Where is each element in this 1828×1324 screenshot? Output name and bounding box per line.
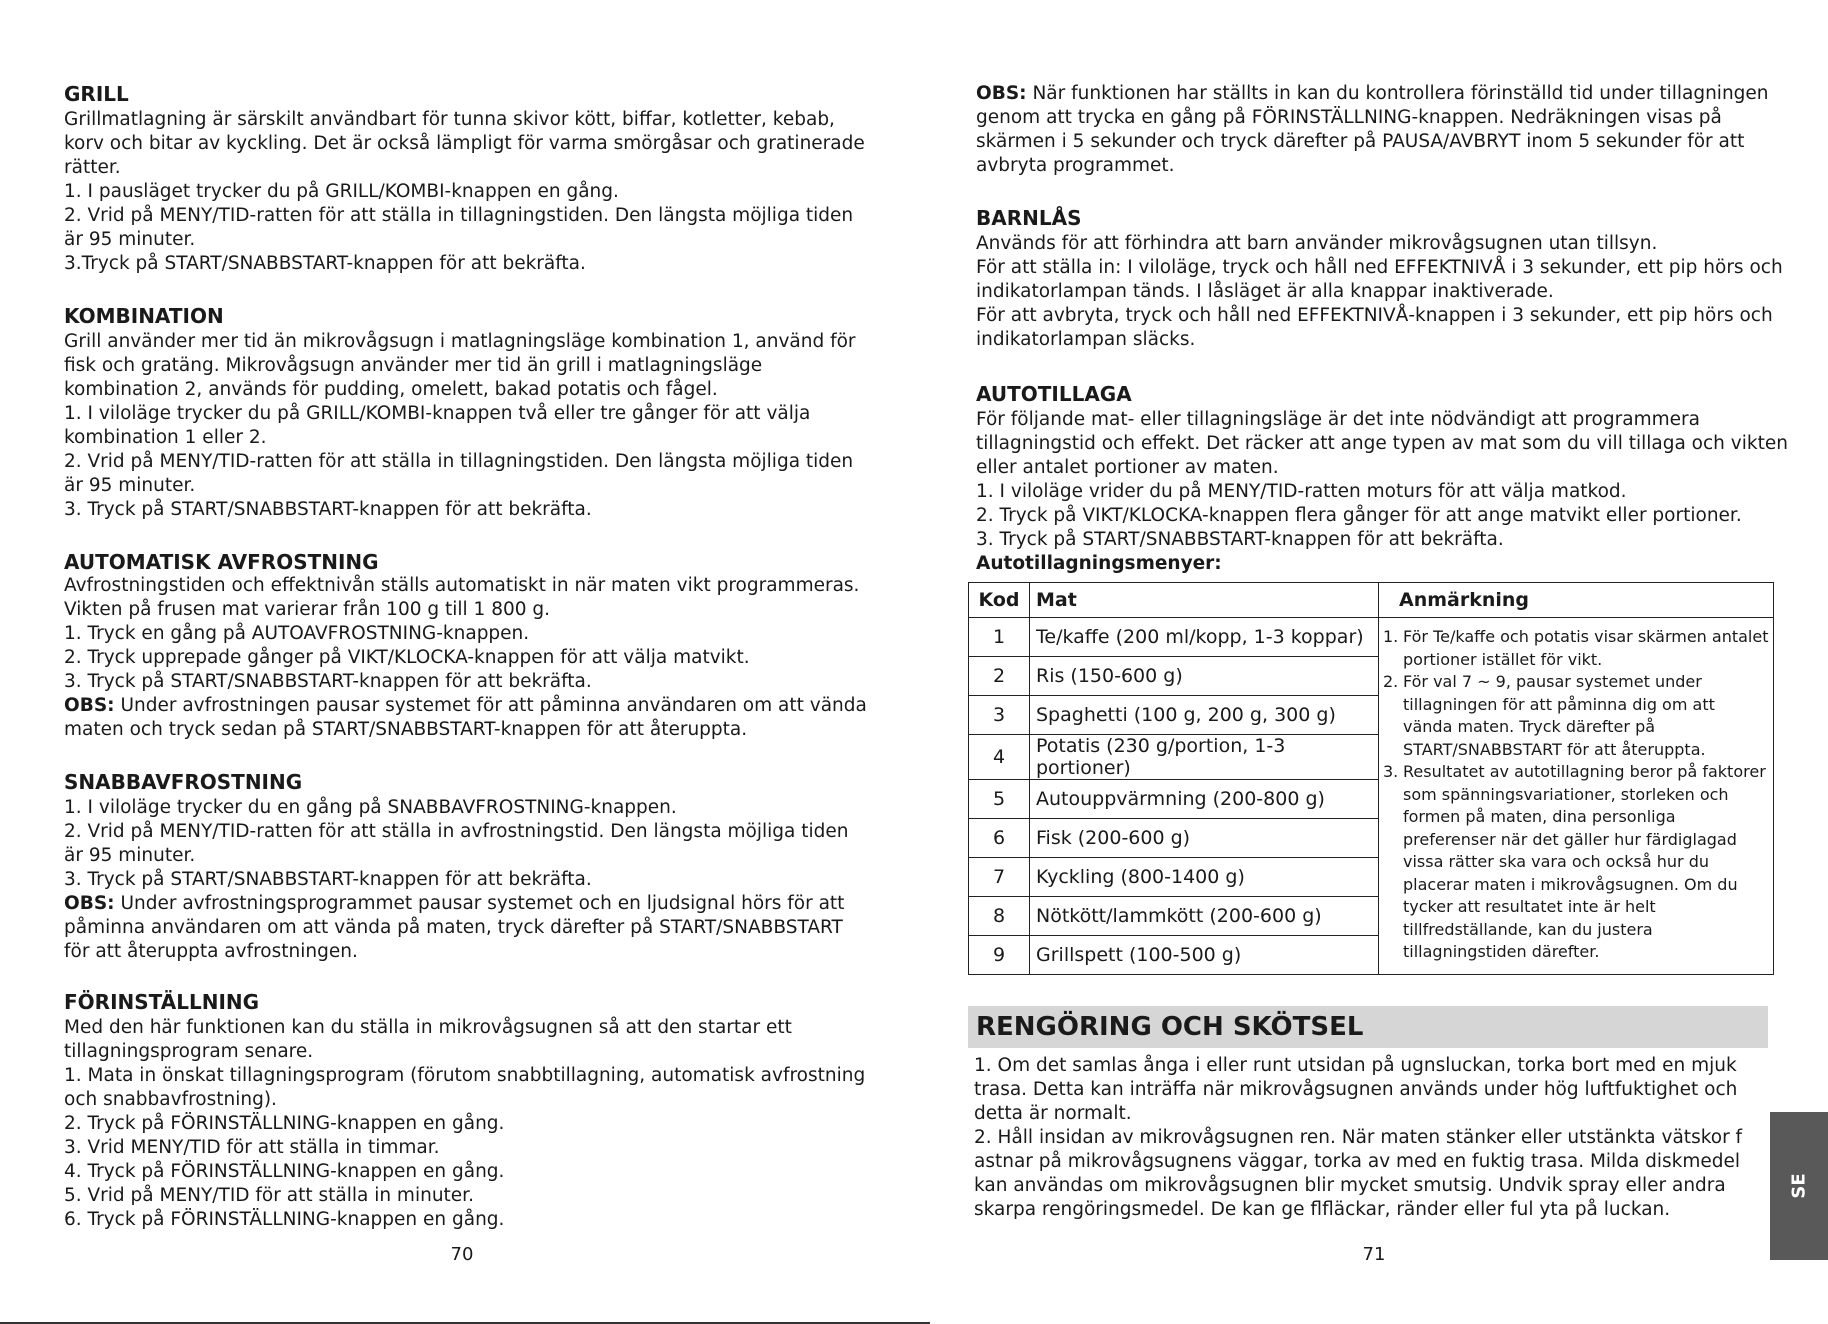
section-banner-rengoring bbox=[968, 1006, 1768, 1048]
text-line: indikatorlampan släcks. bbox=[976, 329, 1196, 350]
cell-kod: 5 bbox=[969, 780, 1030, 819]
text-line: är 95 minuter. bbox=[64, 229, 196, 250]
text-line: För följande mat- eller tillagningsläge är det inte nödvändigt att programmera bbox=[976, 409, 1700, 430]
text-line: skärmen i 5 sekunder och tryck därefter på PAUSA/AVBRYT inom 5 sekunder för att bbox=[976, 131, 1745, 152]
section-title-autotillaga: AUTOTILLAGA bbox=[976, 382, 1132, 406]
note-item bbox=[1383, 761, 1769, 964]
note-number: 3. bbox=[1383, 762, 1399, 781]
obs-label: OBS: bbox=[976, 83, 1027, 104]
text-line: 3. Tryck på START/SNABBSTART-knappen för att bekräfta. bbox=[64, 499, 592, 520]
cell-kod: 8 bbox=[969, 897, 1030, 936]
text-line: 3.Tryck på START/SNABBSTART-knappen för att bekräfta. bbox=[64, 253, 586, 274]
text-line: och snabbavfrostning). bbox=[64, 1089, 277, 1110]
text-line: kombination 2, används för pudding, omelett, bakad potatis och fågel. bbox=[64, 379, 718, 400]
text-line: är 95 minuter. bbox=[64, 845, 196, 866]
note-number: 2. bbox=[1383, 672, 1399, 691]
text-line: 2. Håll insidan av mikrovågsugnen ren. När maten stänker eller utstänkta vätskor f bbox=[974, 1127, 1743, 1148]
text-line: 1. I viloläge vrider du på MENY/TID-ratten moturs för att välja matkod. bbox=[976, 481, 1627, 502]
note-text: Resultatet av autotillagning beror på faktorer som spänningsvariationer, storleken och formen på maten, dina personliga preferenser när det gäller hur färdiglagad vissa rätter ska vara och också hur du placerar maten i mikrovågsugnen. Om du tycker att resultatet inte är helt tillfredställande, kan du justera tillagningstiden därefter. bbox=[1403, 762, 1766, 961]
text-line: 1. I viloläge trycker du en gång på SNABBAVFROSTNING-knappen. bbox=[64, 797, 677, 818]
header-mat: Mat bbox=[1030, 583, 1379, 618]
note-item bbox=[1383, 671, 1769, 761]
text-line: Med den här funktionen kan du ställa in mikrovågsugnen så att den startar ett bbox=[64, 1017, 792, 1038]
text-line: 2. Vrid på MENY/TID-ratten för att ställa in tillagningstiden. Den längsta möjliga tiden bbox=[64, 205, 854, 226]
text-line: Används för att förhindra att barn använder mikrovågsugnen utan tillsyn. bbox=[976, 233, 1658, 254]
text-line: 2. Tryck på VIKT/KLOCKA-knappen flera gånger för att ange matvikt eller portioner. bbox=[976, 505, 1742, 526]
text-line: för att återuppta avfrostningen. bbox=[64, 941, 358, 962]
cell-mat: Grillspett (100-500 g) bbox=[1030, 936, 1379, 975]
section-title-kombination: KOMBINATION bbox=[64, 304, 224, 328]
section-title-forinstallning: FÖRINSTÄLLNING bbox=[64, 990, 260, 1014]
text-line: Grill använder mer tid än mikrovågsugn i matlagningsläge kombination 1, använd för bbox=[64, 331, 856, 352]
obs-text: Under avfrostningsprogrammet pausar systemet och en ljudsignal hörs för att bbox=[114, 893, 845, 914]
cell-mat: Potatis (230 g/portion, 1-3 portioner) bbox=[1030, 735, 1379, 780]
text-line: 3. Tryck på START/SNABBSTART-knappen för att bekräfta. bbox=[64, 671, 592, 692]
text-line: korv och bitar av kyckling. Det är också lämpligt för varma smörgåsar och gratinerade bbox=[64, 133, 865, 154]
text-line: 4. Tryck på FÖRINSTÄLLNING-knappen en gång. bbox=[64, 1161, 505, 1182]
language-side-tab bbox=[1770, 1112, 1828, 1260]
text-line: indikatorlampan tänds. I låsläget är alla knappar inaktiverade. bbox=[976, 281, 1554, 302]
text-line: Grillmatlagning är särskilt användbart för tunna skivor kött, biffar, kotletter, kebab, bbox=[64, 109, 835, 130]
page-number-left: 70 bbox=[450, 1244, 474, 1265]
text-line: är 95 minuter. bbox=[64, 475, 196, 496]
table-row bbox=[969, 618, 1774, 657]
text-line: 1. Mata in önskat tillagningsprogram (förutom snabbtillagning, automatisk avfrostning bbox=[64, 1065, 866, 1086]
cell-kod: 7 bbox=[969, 858, 1030, 897]
text-line: 2. Tryck upprepade gånger på VIKT/KLOCKA-knappen för att välja matvikt. bbox=[64, 647, 750, 668]
text-line: påminna användaren om att vända på maten, tryck därefter på START/SNABBSTART bbox=[64, 917, 843, 938]
text-line: 1. I viloläge trycker du på GRILL/KOMBI-knappen två eller tre gånger för att välja bbox=[64, 403, 811, 424]
cell-anmarkning bbox=[1379, 618, 1774, 975]
cell-kod: 1 bbox=[969, 618, 1030, 657]
page-number-right: 71 bbox=[1362, 1244, 1386, 1265]
text-line: Vikten på frusen mat varierar från 100 g till 1 800 g. bbox=[64, 599, 551, 620]
text-line: 1. I pausläget trycker du på GRILL/KOMBI-knappen en gång. bbox=[64, 181, 619, 202]
text-line: detta är normalt. bbox=[974, 1103, 1132, 1124]
text-line: 3. Vrid MENY/TID för att ställa in timmar. bbox=[64, 1137, 440, 1158]
text-line: trasa. Detta kan inträffa när mikrovågsugnen används under hög luftfuktighet och bbox=[974, 1079, 1738, 1100]
text-line: 3. Tryck på START/SNABBSTART-knappen för att bekräfta. bbox=[64, 869, 592, 890]
side-tab-label: SE bbox=[1788, 1173, 1810, 1199]
text-line: avbryta programmet. bbox=[976, 155, 1175, 176]
cell-mat: Te/kaffe (200 ml/kopp, 1-3 koppar) bbox=[1030, 618, 1379, 657]
obs-label: OBS: bbox=[64, 893, 115, 914]
section-title-barnlas: BARNLÅS bbox=[976, 206, 1082, 230]
text-line: 2. Vrid på MENY/TID-ratten för att ställa in avfrostningstid. Den längsta möjliga tiden bbox=[64, 821, 849, 842]
auto-menu-table bbox=[968, 582, 1774, 975]
text-line: 1. Om det samlas ånga i eller runt utsidan på ugnsluckan, torka bort med en mjuk bbox=[974, 1055, 1737, 1076]
note-text: För val 7 ~ 9, pausar systemet under tillagningen för att påminna dig om att vända maten. Tryck därefter på START/SNABBSTART för att återuppta. bbox=[1403, 672, 1715, 759]
section-title-snabbavfrostning: SNABBAVFROSTNING bbox=[64, 770, 303, 794]
section-title-grill: GRILL bbox=[64, 82, 129, 106]
cell-kod: 9 bbox=[969, 936, 1030, 975]
text-line: 2. Vrid på MENY/TID-ratten för att ställa in tillagningstiden. Den längsta möjliga tiden bbox=[64, 451, 854, 472]
obs-text: När funktionen har ställts in kan du kontrollera förinställd tid under tillagningen bbox=[1026, 83, 1769, 104]
obs-line bbox=[976, 82, 1769, 106]
text-line: skarpa rengöringsmedel. De kan ge flfläckar, ränder eller ful yta på luckan. bbox=[974, 1199, 1671, 1220]
obs-text: Under avfrostningen pausar systemet för att påminna användaren om att vända bbox=[114, 695, 867, 716]
text-line: tillagningsprogram senare. bbox=[64, 1041, 314, 1062]
obs-line bbox=[64, 694, 867, 718]
cell-kod: 6 bbox=[969, 819, 1030, 858]
text-line: 5. Vrid på MENY/TID för att ställa in minuter. bbox=[64, 1185, 474, 1206]
text-line: 6. Tryck på FÖRINSTÄLLNING-knappen en gång. bbox=[64, 1209, 505, 1230]
text-line: För att ställa in: I viloläge, tryck och håll ned EFFEKTNIVÅ i 3 sekunder, ett pip hörs och bbox=[976, 257, 1783, 278]
cell-kod: 3 bbox=[969, 696, 1030, 735]
header-anmarkning: Anmärkning bbox=[1379, 583, 1774, 618]
cell-mat: Nötkött/lammkött (200-600 g) bbox=[1030, 897, 1379, 936]
obs-line bbox=[64, 892, 844, 916]
text-line: 2. Tryck på FÖRINSTÄLLNING-knappen en gång. bbox=[64, 1113, 505, 1134]
table-header-row bbox=[969, 583, 1774, 618]
text-line: rätter. bbox=[64, 157, 121, 178]
note-text: För Te/kaffe och potatis visar skärmen antalet portioner istället för vikt. bbox=[1403, 627, 1769, 669]
text-line: maten och tryck sedan på START/SNABBSTART-knappen för att återuppta. bbox=[64, 719, 748, 740]
text-line: Avfrostningstiden och effektnivån ställs automatiskt in när maten vikt programmeras. bbox=[64, 575, 860, 596]
cell-mat: Ris (150-600 g) bbox=[1030, 657, 1379, 696]
text-line: tillagningstid och effekt. Det räcker att ange typen av mat som du vill tillaga och vikten bbox=[976, 433, 1788, 454]
text-line: fisk och gratäng. Mikrovågsugn använder mer tid än grill i matlagningsläge bbox=[64, 355, 763, 376]
text-line: 1. Tryck en gång på AUTOAVFROSTNING-knappen. bbox=[64, 623, 530, 644]
cell-mat: Autouppvärmning (200-800 g) bbox=[1030, 780, 1379, 819]
cell-mat: Fisk (200-600 g) bbox=[1030, 819, 1379, 858]
text-line: eller antalet portioner av maten. bbox=[976, 457, 1279, 478]
text-line: För att avbryta, tryck och håll ned EFFEKTNIVÅ-knappen i 3 sekunder, ett pip hörs och bbox=[976, 305, 1773, 326]
text-line: kan användas om mikrovågsugnen blir mycket smutsig. Undvik spray eller andra bbox=[974, 1175, 1726, 1196]
text-line: 3. Tryck på START/SNABBSTART-knappen för att bekräfta. bbox=[976, 529, 1504, 550]
menu-heading: Autotillagningsmenyer: bbox=[976, 553, 1222, 574]
cell-kod: 4 bbox=[969, 735, 1030, 780]
cell-kod: 2 bbox=[969, 657, 1030, 696]
text-line: genom att trycka en gång på FÖRINSTÄLLNING-knappen. Nedräkningen visas på bbox=[976, 107, 1722, 128]
header-kod: Kod bbox=[969, 583, 1030, 618]
cell-mat: Kyckling (800-1400 g) bbox=[1030, 858, 1379, 897]
obs-label: OBS: bbox=[64, 695, 115, 716]
banner-title: RENGÖRING OCH SKÖTSEL bbox=[976, 1012, 1364, 1042]
section-title-auto-avfrostning: AUTOMATISK AVFROSTNING bbox=[64, 550, 379, 574]
cell-mat: Spaghetti (100 g, 200 g, 300 g) bbox=[1030, 696, 1379, 735]
note-number: 1. bbox=[1383, 627, 1399, 646]
text-line: kombination 1 eller 2. bbox=[64, 427, 267, 448]
text-line: astnar på mikrovågsugnens väggar, torka av med en fuktig trasa. Milda diskmedel bbox=[974, 1151, 1741, 1172]
note-item bbox=[1383, 626, 1769, 671]
